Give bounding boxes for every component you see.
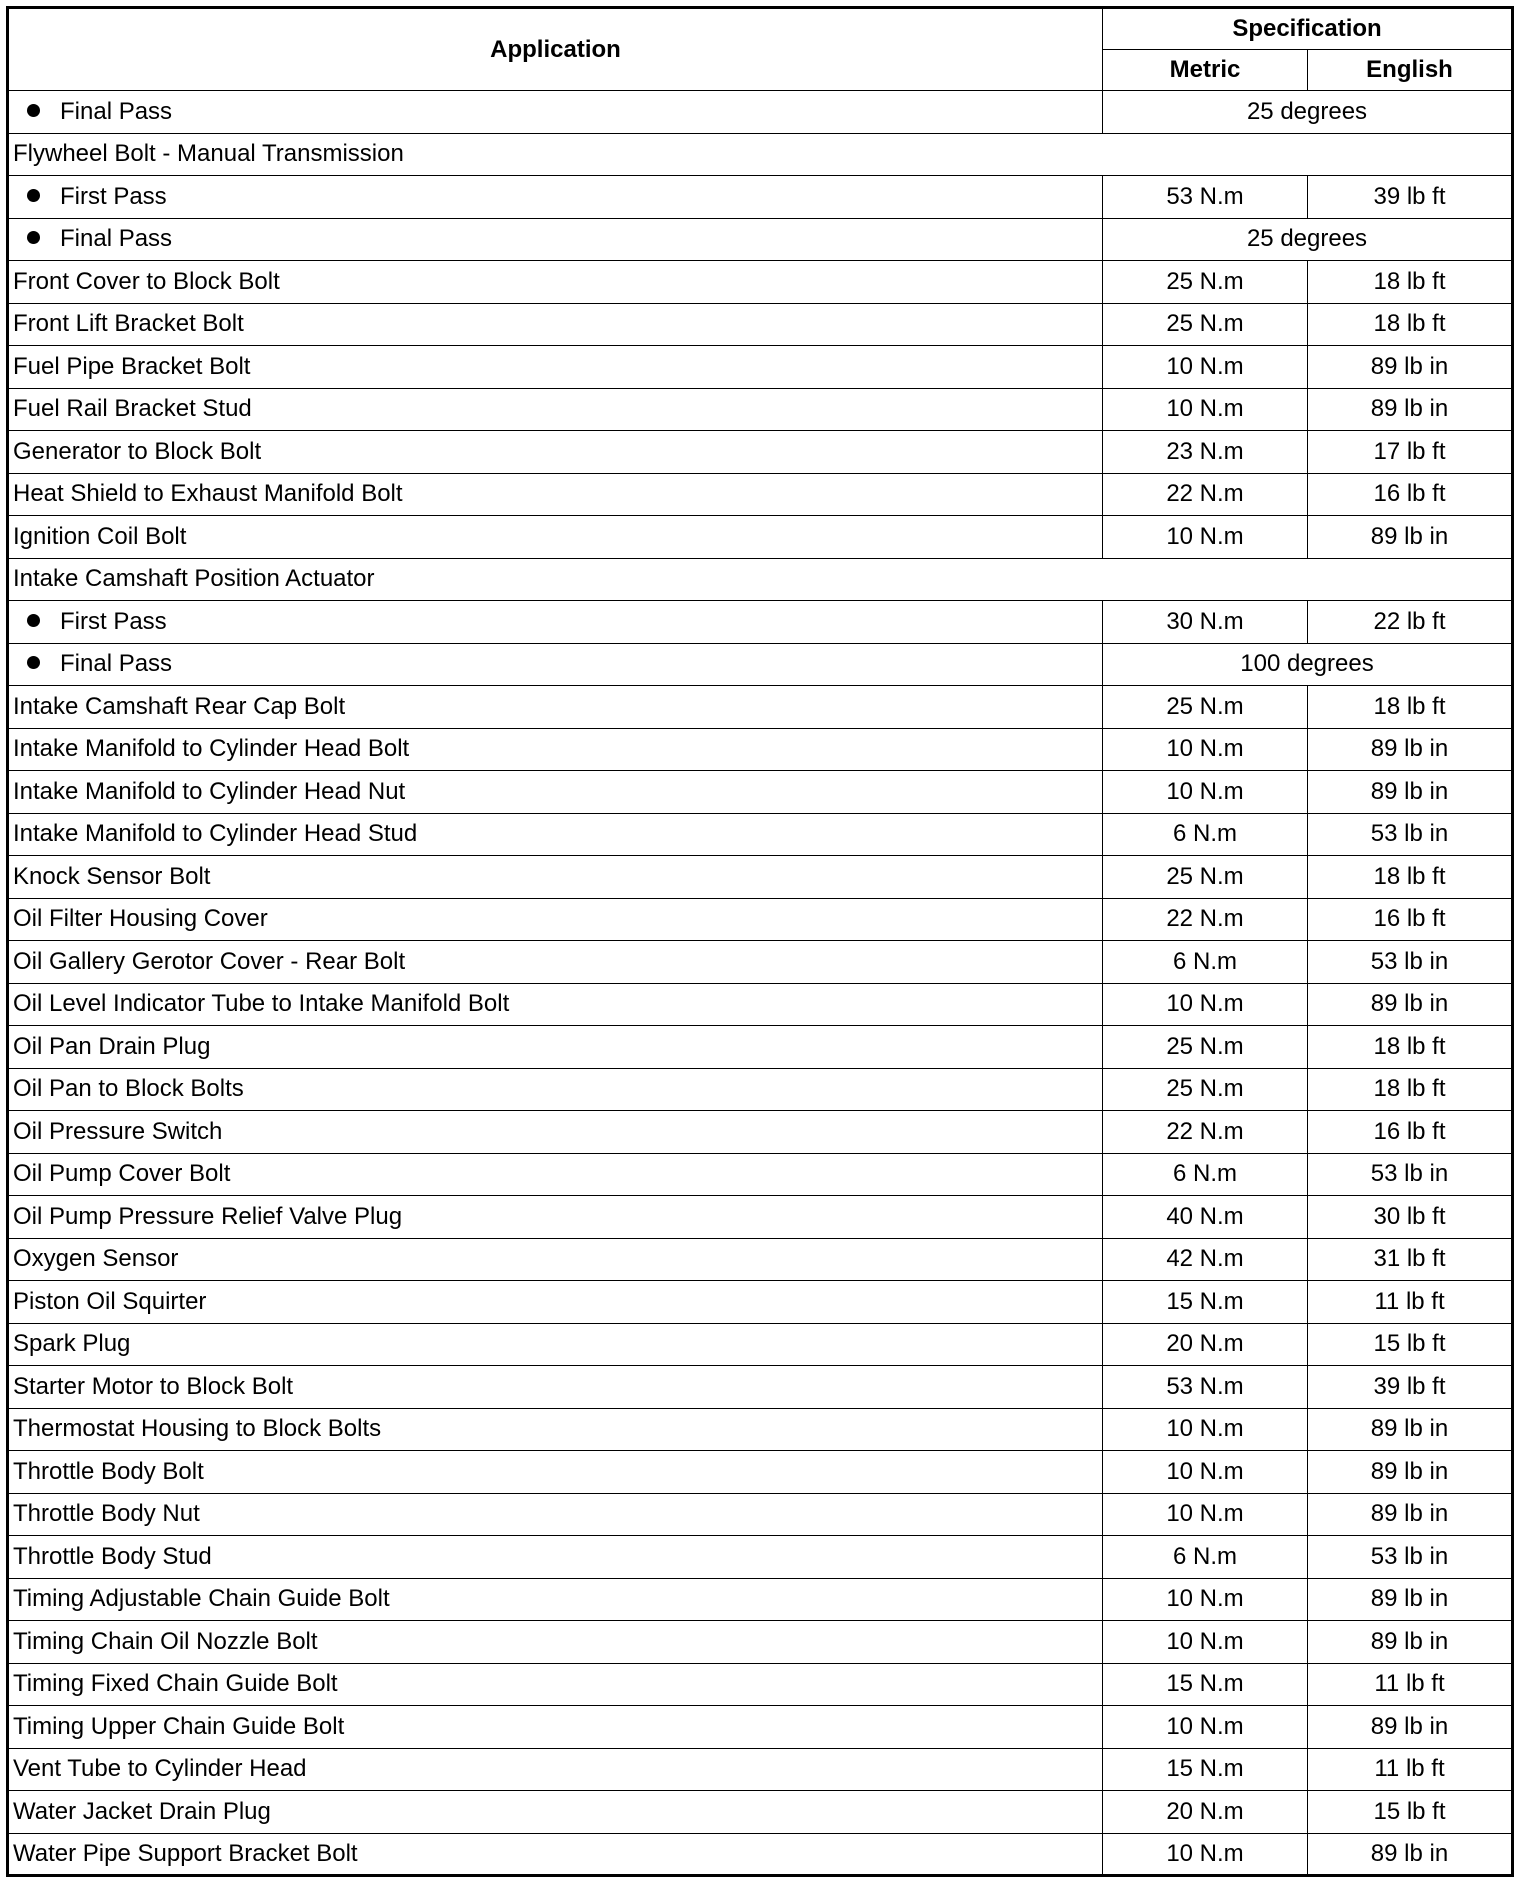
english-cell: 89 lb in [1308,1621,1513,1664]
english-cell: 39 lb ft [1308,1366,1513,1409]
application-label: Generator to Block Bolt [13,437,262,465]
application-cell [8,1833,1103,1876]
application-cell [8,176,1103,219]
application-label: Ignition Coil Bolt [13,522,187,550]
application-label: Intake Camshaft Position Actuator [13,565,375,593]
application-label: Starter Motor to Block Bolt [13,1372,294,1400]
table-row [8,898,1513,941]
english-cell: 89 lb in [1308,728,1513,771]
application-cell [8,1323,1103,1366]
english-cell: 18 lb ft [1308,261,1513,304]
application-cell [8,261,1103,304]
metric-cell: 10 N.m [1103,983,1308,1026]
table-row [8,303,1513,346]
application-cell [8,1621,1103,1664]
application-cell [8,1196,1103,1239]
spec-span-cell: 25 degrees [1103,91,1513,134]
application-label: Piston Oil Squirter [13,1287,207,1315]
metric-cell: 20 N.m [1103,1323,1308,1366]
application-label: Fuel Rail Bracket Stud [13,395,252,423]
bullet-icon [27,656,40,669]
application-label: Oil Pan Drain Plug [13,1032,211,1060]
table-row [8,813,1513,856]
table-row [8,643,1513,686]
english-cell: 53 lb in [1308,1536,1513,1579]
application-cell [8,558,1513,601]
metric-cell: 6 N.m [1103,813,1308,856]
english-cell: 89 lb in [1308,771,1513,814]
english-cell: 53 lb in [1308,941,1513,984]
english-cell: 16 lb ft [1308,898,1513,941]
english-header: English [1308,50,1513,91]
spec-span-cell: 100 degrees [1103,643,1513,686]
metric-cell: 10 N.m [1103,1578,1308,1621]
english-cell: 11 lb ft [1308,1281,1513,1324]
metric-cell: 10 N.m [1103,1833,1308,1876]
application-label: Final Pass [60,97,173,125]
metric-cell: 25 N.m [1103,856,1308,899]
bullet-icon [27,104,40,117]
bullet-icon [27,614,40,627]
table-row [8,91,1513,134]
english-cell: 11 lb ft [1308,1663,1513,1706]
metric-cell: 30 N.m [1103,601,1308,644]
metric-cell: 15 N.m [1103,1748,1308,1791]
application-label: Thermostat Housing to Block Bolts [13,1415,382,1443]
table-row [8,1153,1513,1196]
application-cell [8,388,1103,431]
application-label: Intake Manifold to Cylinder Head Bolt [13,735,410,763]
application-label: Timing Chain Oil Nozzle Bolt [13,1627,318,1655]
application-cell [8,1068,1103,1111]
application-label: Oil Pump Cover Bolt [13,1160,231,1188]
application-label: Water Jacket Drain Plug [13,1797,271,1825]
application-cell [8,983,1103,1026]
metric-cell: 10 N.m [1103,516,1308,559]
application-label: Spark Plug [13,1330,131,1358]
table-row [8,1578,1513,1621]
english-cell: 15 lb ft [1308,1323,1513,1366]
application-cell [8,941,1103,984]
english-cell: 31 lb ft [1308,1238,1513,1281]
application-label: Flywheel Bolt - Manual Transmission [13,140,404,168]
table-row [8,1833,1513,1876]
table-row [8,1791,1513,1834]
metric-cell: 22 N.m [1103,473,1308,516]
table-row [8,1281,1513,1324]
english-cell: 16 lb ft [1308,473,1513,516]
application-cell [8,686,1103,729]
application-label: Throttle Body Stud [13,1542,212,1570]
english-cell: 89 lb in [1308,1833,1513,1876]
table-row [8,1748,1513,1791]
application-cell [8,431,1103,474]
metric-cell: 25 N.m [1103,261,1308,304]
table-row [8,941,1513,984]
application-label: Intake Manifold to Cylinder Head Stud [13,820,418,848]
bullet-icon [27,231,40,244]
metric-cell: 22 N.m [1103,898,1308,941]
table-row [8,771,1513,814]
application-label: Front Cover to Block Bolt [13,267,280,295]
application-label: First Pass [60,182,167,210]
table-row [8,1663,1513,1706]
english-cell: 18 lb ft [1308,856,1513,899]
english-cell: 89 lb in [1308,516,1513,559]
metric-cell: 6 N.m [1103,1153,1308,1196]
english-cell: 53 lb in [1308,1153,1513,1196]
application-cell [8,1493,1103,1536]
english-cell: 16 lb ft [1308,1111,1513,1154]
application-cell [8,1791,1103,1834]
metric-cell: 42 N.m [1103,1238,1308,1281]
metric-cell: 6 N.m [1103,941,1308,984]
table-row [8,1196,1513,1239]
table-row [8,1706,1513,1749]
english-cell: 30 lb ft [1308,1196,1513,1239]
table-row [8,473,1513,516]
metric-cell: 25 N.m [1103,1026,1308,1069]
application-label: Throttle Body Nut [13,1500,200,1528]
english-cell: 89 lb in [1308,388,1513,431]
metric-cell: 25 N.m [1103,303,1308,346]
application-label: Intake Manifold to Cylinder Head Nut [13,777,406,805]
application-cell [8,133,1513,176]
application-label: Fuel Pipe Bracket Bolt [13,352,251,380]
application-label: Throttle Body Bolt [13,1457,204,1485]
application-cell [8,643,1103,686]
metric-cell: 10 N.m [1103,1621,1308,1664]
group-header-row [8,133,1513,176]
english-cell: 11 lb ft [1308,1748,1513,1791]
metric-cell: 15 N.m [1103,1281,1308,1324]
application-cell [8,1366,1103,1409]
table-row [8,1366,1513,1409]
application-cell [8,1026,1103,1069]
application-cell [8,728,1103,771]
metric-cell: 10 N.m [1103,728,1308,771]
table-row [8,1621,1513,1664]
metric-cell: 10 N.m [1103,1493,1308,1536]
application-cell [8,856,1103,899]
torque-spec-table [6,6,1514,1877]
table-row [8,218,1513,261]
application-cell [8,473,1103,516]
table-row [8,686,1513,729]
table-body [8,91,1513,1876]
english-cell: 89 lb in [1308,1451,1513,1494]
application-cell [8,813,1103,856]
table-row [8,431,1513,474]
application-cell [8,1663,1103,1706]
metric-cell: 10 N.m [1103,388,1308,431]
metric-cell: 22 N.m [1103,1111,1308,1154]
metric-cell: 53 N.m [1103,176,1308,219]
english-cell: 89 lb in [1308,1408,1513,1451]
application-header: Application [8,8,1103,91]
metric-cell: 10 N.m [1103,771,1308,814]
metric-cell: 53 N.m [1103,1366,1308,1409]
application-cell [8,1153,1103,1196]
group-header-row [8,558,1513,601]
metric-cell: 40 N.m [1103,1196,1308,1239]
application-label: Oil Pump Pressure Relief Valve Plug [13,1202,403,1230]
application-cell [8,898,1103,941]
table-row [8,1451,1513,1494]
english-cell: 89 lb in [1308,1706,1513,1749]
english-cell: 15 lb ft [1308,1791,1513,1834]
application-label: Intake Camshaft Rear Cap Bolt [13,692,346,720]
metric-cell: 10 N.m [1103,1408,1308,1451]
application-label: First Pass [60,607,167,635]
metric-cell: 15 N.m [1103,1663,1308,1706]
table-row [8,601,1513,644]
application-label: Oil Pressure Switch [13,1117,223,1145]
application-cell [8,1451,1103,1494]
application-label: Knock Sensor Bolt [13,862,211,890]
application-label: Timing Adjustable Chain Guide Bolt [13,1585,390,1613]
application-label: Front Lift Bracket Bolt [13,310,244,338]
table-row [8,728,1513,771]
application-label: Final Pass [60,225,173,253]
application-label: Oil Pan to Block Bolts [13,1075,244,1103]
metric-header: Metric [1103,50,1308,91]
table-row [8,1493,1513,1536]
metric-cell: 10 N.m [1103,1706,1308,1749]
application-label: Oil Filter Housing Cover [13,905,268,933]
application-cell [8,1238,1103,1281]
english-cell: 89 lb in [1308,346,1513,389]
application-label: Timing Upper Chain Guide Bolt [13,1712,345,1740]
table-header [8,8,1513,91]
table-row [8,346,1513,389]
application-label: Final Pass [60,650,173,678]
metric-cell: 23 N.m [1103,431,1308,474]
application-cell [8,218,1103,261]
application-label: Water Pipe Support Bracket Bolt [13,1839,358,1867]
spec-span-cell: 25 degrees [1103,218,1513,261]
metric-cell: 6 N.m [1103,1536,1308,1579]
application-cell [8,1536,1103,1579]
application-cell [8,1706,1103,1749]
english-cell: 22 lb ft [1308,601,1513,644]
table-row [8,261,1513,304]
application-cell [8,346,1103,389]
application-label: Heat Shield to Exhaust Manifold Bolt [13,480,403,508]
application-cell [8,1408,1103,1451]
metric-cell: 20 N.m [1103,1791,1308,1834]
english-cell: 18 lb ft [1308,303,1513,346]
application-label: Oil Gallery Gerotor Cover - Rear Bolt [13,947,406,975]
english-cell: 18 lb ft [1308,686,1513,729]
english-cell: 39 lb ft [1308,176,1513,219]
table-row [8,1068,1513,1111]
english-cell: 18 lb ft [1308,1026,1513,1069]
table-row [8,1536,1513,1579]
metric-cell: 25 N.m [1103,1068,1308,1111]
table-row [8,516,1513,559]
metric-cell: 10 N.m [1103,1451,1308,1494]
table-row [8,1323,1513,1366]
table-row [8,856,1513,899]
application-label: Timing Fixed Chain Guide Bolt [13,1670,338,1698]
application-cell [8,601,1103,644]
application-label: Oxygen Sensor [13,1245,179,1273]
english-cell: 89 lb in [1308,983,1513,1026]
application-cell [8,516,1103,559]
application-cell [8,1748,1103,1791]
english-cell: 53 lb in [1308,813,1513,856]
table-row [8,1111,1513,1154]
english-cell: 17 lb ft [1308,431,1513,474]
application-cell [8,303,1103,346]
table-row [8,1238,1513,1281]
table-row [8,388,1513,431]
table-row [8,1408,1513,1451]
metric-cell: 25 N.m [1103,686,1308,729]
table-row [8,176,1513,219]
bullet-icon [27,189,40,202]
application-cell [8,771,1103,814]
application-cell [8,1281,1103,1324]
application-label: Vent Tube to Cylinder Head [13,1755,307,1783]
table-row [8,983,1513,1026]
table-row [8,1026,1513,1069]
specification-header: Specification [1103,8,1513,50]
application-cell [8,1578,1103,1621]
application-cell [8,1111,1103,1154]
english-cell: 89 lb in [1308,1493,1513,1536]
english-cell: 18 lb ft [1308,1068,1513,1111]
application-label: Oil Level Indicator Tube to Intake Manifold Bolt [13,990,510,1018]
metric-cell: 10 N.m [1103,346,1308,389]
application-cell [8,91,1103,134]
english-cell: 89 lb in [1308,1578,1513,1621]
